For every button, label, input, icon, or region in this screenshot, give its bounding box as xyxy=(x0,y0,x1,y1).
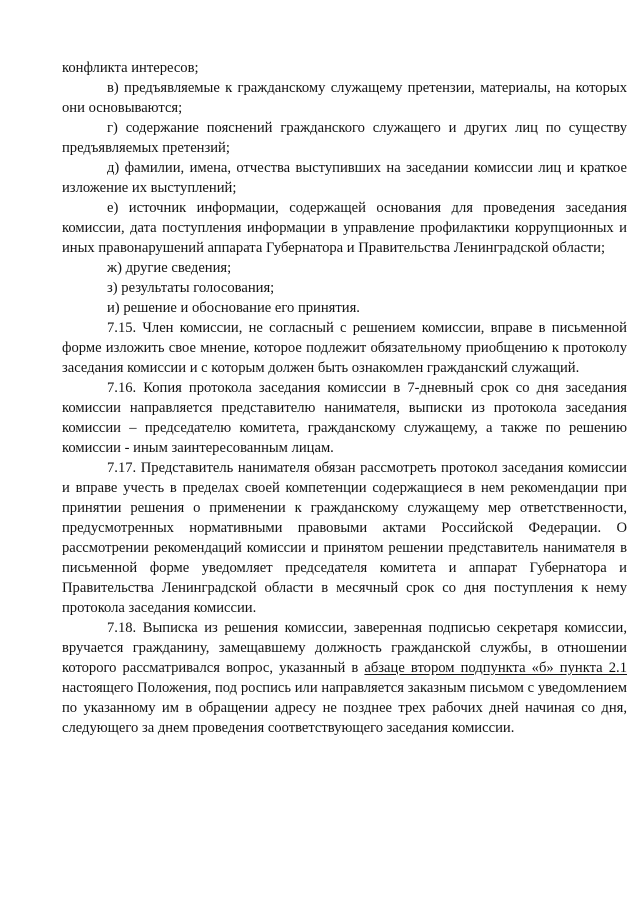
paragraph-7-18 xyxy=(62,618,627,738)
paragraph: 7.15. Член комиссии, не согласный с решением комиссии, вправе в письменной форме изложить свое мнение, которое подлежит обязательному приобщению к протоколу заседания комиссии и с которым должен быть ознакомлен гражданский служащий. xyxy=(62,320,627,376)
paragraph: в) предъявляемые к гражданскому служащему претензии, материалы, на которых они основываются; xyxy=(62,80,627,116)
paragraph: и) решение и обоснование его принятия. xyxy=(107,300,360,316)
paragraph-text: настоящего Положения, под роспись или направляется заказным письмом с уведомлением по указанному им в обращении адресу не позднее трех рабочих дней начиная со дня, следующего за днем проведения соответствующего заседания комиссии. xyxy=(62,680,627,736)
reference-link[interactable]: абзаце втором подпункта «б» пункта 2.1 xyxy=(364,660,627,676)
document-page xyxy=(62,58,627,738)
paragraph: г) содержание пояснений гражданского служащего и других лиц по существу предъявляемых претензий; xyxy=(62,120,627,156)
paragraph-text: 7.18. Выписка из решения комиссии, заверенная подписью секретаря комиссии, вручается гражданину, замещавшему должность гражданской службы, в отношении которого рассматривался вопрос, указанный в xyxy=(62,620,627,676)
paragraph: ж) другие сведения; xyxy=(107,260,232,276)
paragraph: 7.17. Представитель нанимателя обязан рассмотреть протокол заседания комиссии и вправе учесть в пределах своей компетенции содержащиеся в нем рекомендации при принятии решения о применении к гражданскому служащему мер ответственности, предусмотренных нормативными правовыми актами Российской Федерации. О рассмотрении рекомендаций комиссии и принятом решении представитель нанимателя в письменной форме уведомляет председателя комитета и аппарат Губернатора и Правительства Ленинградской области в месячный срок со дня поступления к нему протокола заседания комиссии. xyxy=(62,460,627,616)
paragraph: 7.16. Копия протокола заседания комиссии в 7-дневный срок со дня заседания комиссии направляется представителю нанимателя, выписки из протокола заседания комиссии – председателю комитета, гражданскому служащему, а также по решению комиссии - иным заинтересованным лицам. xyxy=(62,380,627,456)
paragraph: з) результаты голосования; xyxy=(107,280,275,296)
paragraph: е) источник информации, содержащей основания для проведения заседания комиссии, дата поступления информации в управление профилактики коррупционных и иных правонарушений аппарата Губернатора и Правительства Ленинградской области; xyxy=(62,200,627,256)
paragraph: д) фамилии, имена, отчества выступивших на заседании комиссии лиц и краткое изложение их выступлений; xyxy=(62,160,627,196)
paragraph: конфликта интересов; xyxy=(62,60,199,76)
